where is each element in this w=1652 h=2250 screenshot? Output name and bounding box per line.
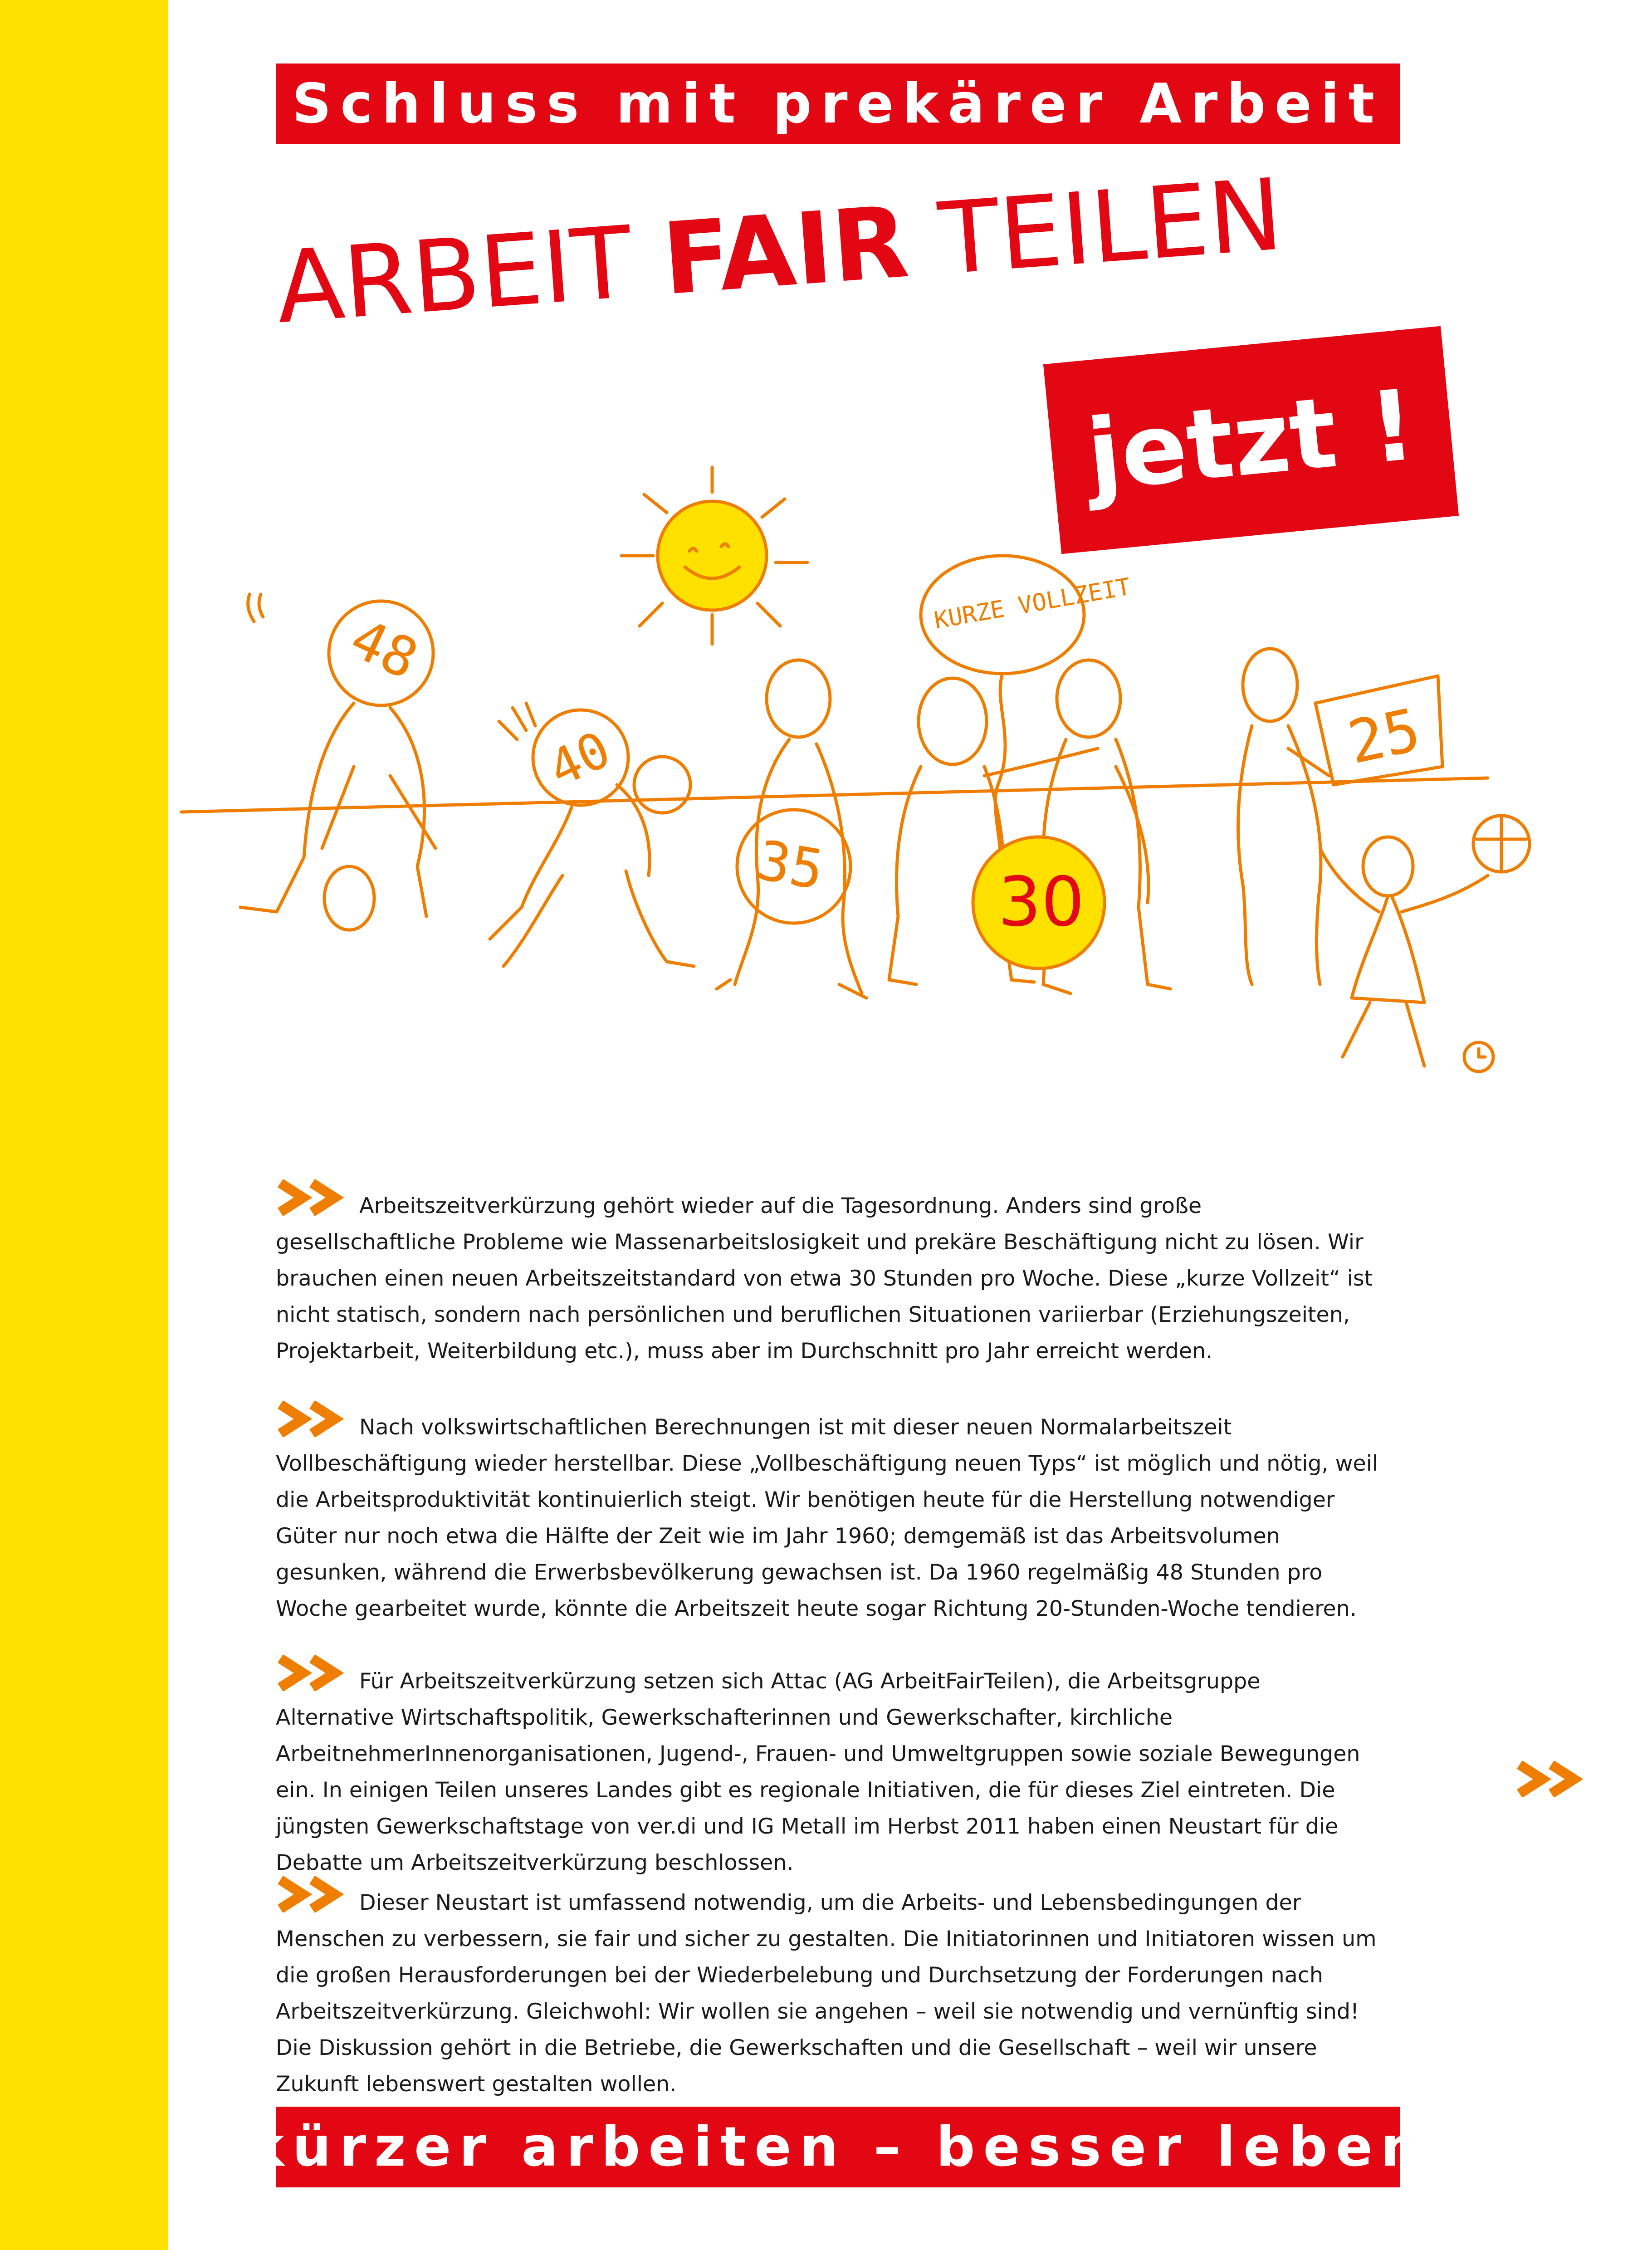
paragraph-4 bbox=[276, 1876, 1383, 2103]
jetzt-badge: jetzt ! bbox=[1043, 326, 1459, 554]
headline-arbeit: ARBEIT bbox=[272, 203, 667, 346]
paragraph-4-text: Dieser Neustart ist umfassend notwendig, um die Arbeits- und Lebensbedingungen der Menschen zu verbessern, sie fair und sicher zu gestalten. Die Initiatorinnen und Initiatoren wissen um die großen Herausforderungen bei der Wiederbelebung und Durchsetzung der Forderungen nach Arbeitszeitverkürzung. Gleichwohl: Wir wollen sie angehen – weil sie notwendig und vernünftig sind! Die Diskussion gehört in die Betriebe, die Gewerkschaften und die Gesellschaft – weil wir unsere Zukunft lebenswert gestalten wollen. bbox=[276, 1890, 1377, 2097]
paragraph-3-text: Für Arbeitszeitverkürzung setzen sich Attac (AG ArbeitFairTeilen), die Arbeitsgruppe Alternative Wirtschaftspolitik, Gewerkschafterinnen und Gewerkschafter, kirchliche ArbeitnehmerInnenorganisationen, Jugend-, Frauen- und Umweltgruppen sowie soziale Bewegungen ein. In einigen Teilen unseres Landes gibt es regionale Initiativen, die für dieses Ziel eintreten. Die jüngsten Gewerkschaftstage von ver.di und IG Metall im Herbst 2011 haben einen Neustart für die Debatte um Arbeitszeitverkürzung beschlossen. bbox=[276, 1669, 1360, 1875]
figure-child bbox=[1320, 816, 1530, 1066]
headline-fair: FAIR bbox=[659, 185, 913, 318]
double-chevron-icon bbox=[276, 1401, 348, 1437]
sign-35-label: 35 bbox=[753, 829, 828, 903]
figure-35 bbox=[717, 660, 866, 998]
people-illustration bbox=[172, 449, 1533, 1148]
headline bbox=[272, 147, 1439, 346]
bottom-banner: kürzer arbeiten – besser leben bbox=[276, 2107, 1400, 2187]
clock-icon bbox=[1464, 1042, 1493, 1071]
balloon-label: KURZE VOLLZEIT bbox=[932, 573, 1133, 635]
yellow-side-bar bbox=[0, 0, 168, 2250]
double-chevron-icon bbox=[276, 1876, 348, 1912]
sign-40-label: 40 bbox=[540, 720, 619, 798]
sign-25-label: 25 bbox=[1342, 695, 1426, 778]
double-chevron-icon bbox=[276, 1179, 348, 1216]
paragraph-2 bbox=[276, 1401, 1383, 1627]
sign-48-label: 48 bbox=[341, 607, 427, 692]
paragraph-1-text: Arbeitszeitverkürzung gehört wieder auf die Tagesordnung. Anders sind große gesellschaftliche Probleme wie Massenarbeitslosigkeit und prekäre Beschäftigung nicht zu lösen. Wir brauchen einen neuen Arbeitszeitstandard von etwa 30 Stunden pro Woche. Diese „kurze Vollzeit“ ist nicht statisch, sondern nach persönlichen und beruflichen Situationen variierbar (Erziehungszeiten, Projektarbeit, Weiterbildung etc.), muss aber im Durchschnitt pro Jahr erreicht werden. bbox=[276, 1193, 1373, 1364]
double-chevron-icon bbox=[1515, 1761, 1588, 1797]
top-banner: Schluss mit prekärer Arbeit bbox=[276, 64, 1400, 144]
headline-teilen: TEILEN bbox=[904, 157, 1286, 300]
paragraph-3 bbox=[276, 1655, 1383, 1881]
paragraph-2-text: Nach volkswirtschaftlichen Berechnungen ist mit dieser neuen Normalarbeitszeit Vollbeschäftigung wieder herstellbar. Diese „Vollbeschäftigung neuen Typs“ ist möglich und nötig, weil die Arbeitsproduktivität kontinuierlich steigt. Wir benötigen heute für die Herstellung notwendiger Güter nur noch etwa die Hälfte der Zeit wie im Jahr 1960; demgemäß ist das Arbeitsvolumen gesunken, während die Erwerbsbevölkerung gewachsen ist. Da 1960 regelmäßig 48 Stunden pro Woche gearbeitet wurde, könnte die Arbeitszeit heute sogar Richtung 20-Stunden-Woche tendieren. bbox=[276, 1415, 1378, 1621]
double-chevron-icon bbox=[276, 1655, 348, 1691]
paragraph-1 bbox=[276, 1179, 1383, 1370]
sun-icon bbox=[621, 467, 807, 644]
sign-30-label: 30 bbox=[998, 863, 1085, 942]
